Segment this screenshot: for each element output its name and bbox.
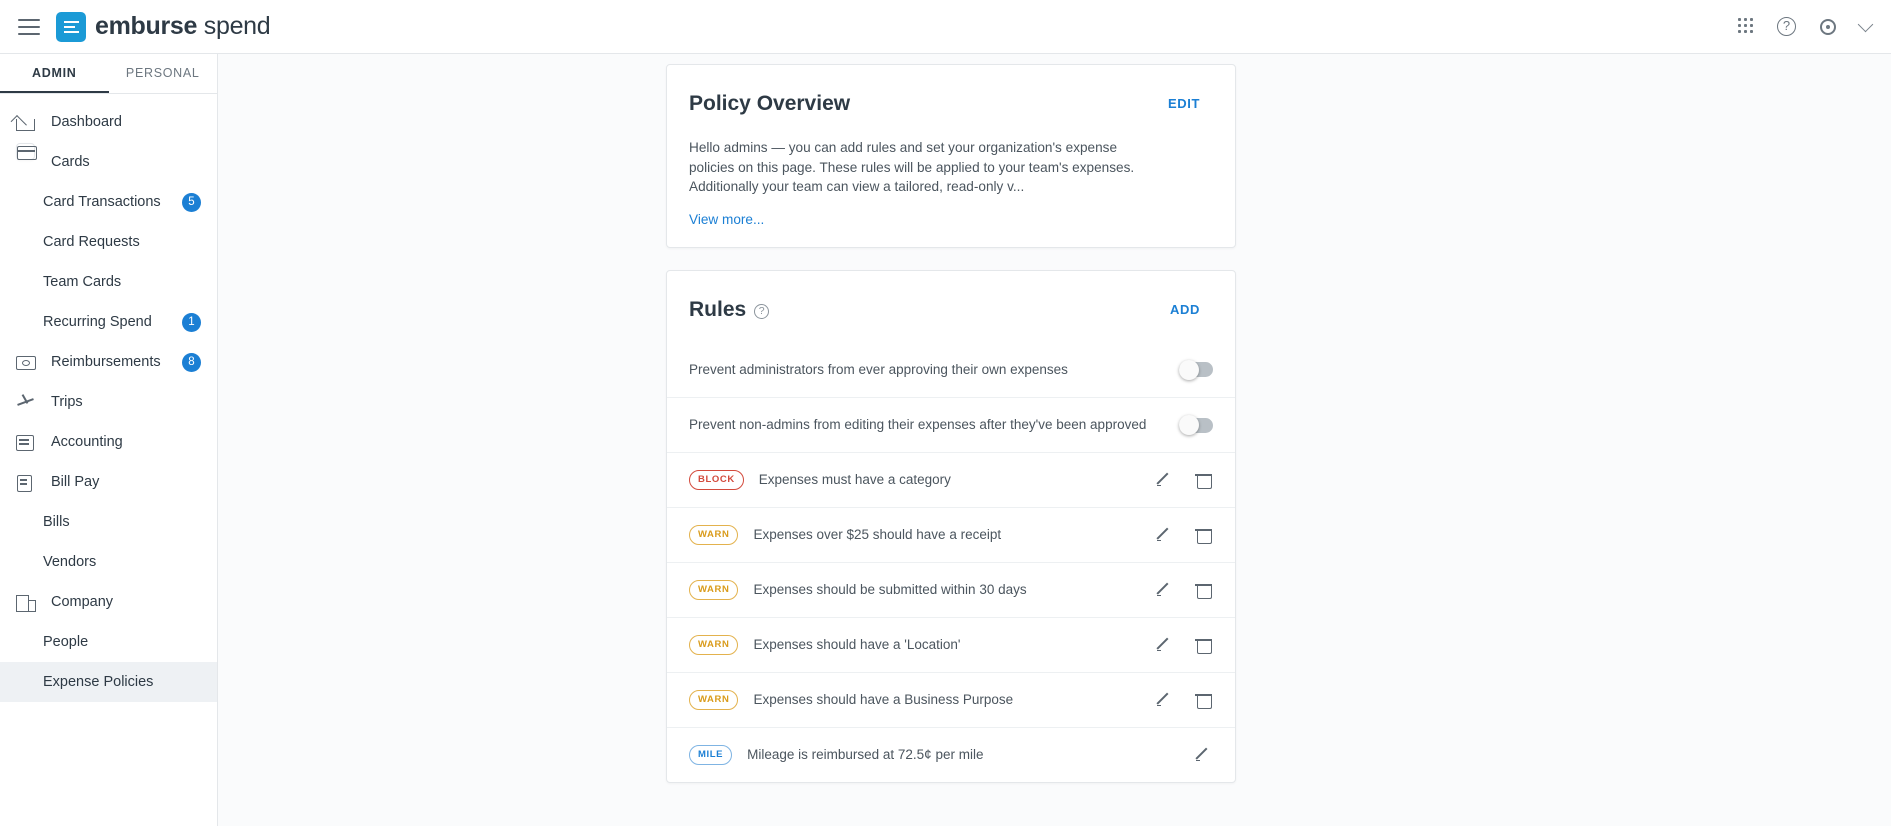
row-actions bbox=[1156, 581, 1213, 599]
sidebar-item-label: Bills bbox=[43, 514, 70, 530]
row-actions bbox=[1195, 746, 1213, 764]
sidebar-item-trips[interactable] bbox=[0, 382, 217, 422]
rule-label: Mileage is reimbursed at 72.5¢ per mile bbox=[747, 747, 984, 762]
sidebar-item-expense-policies[interactable] bbox=[0, 662, 217, 702]
top-bar bbox=[0, 0, 1891, 54]
sidebar-item-dashboard[interactable] bbox=[0, 102, 217, 142]
sidebar-badge-recurring-spend: 1 bbox=[182, 313, 201, 332]
sidebar-item-people[interactable] bbox=[0, 622, 217, 662]
sidebar-item-label: Dashboard bbox=[51, 114, 122, 130]
brand-logo[interactable] bbox=[56, 12, 270, 42]
hamburger-icon[interactable] bbox=[18, 19, 40, 35]
hamburger-line bbox=[18, 19, 40, 21]
status-badge: WARN bbox=[689, 690, 738, 710]
apps-grid-icon[interactable] bbox=[1738, 18, 1755, 35]
table-row bbox=[667, 562, 1235, 617]
toggle-prevent-edit-after-approval[interactable] bbox=[1179, 418, 1213, 433]
delete-trash-icon[interactable] bbox=[1195, 526, 1213, 544]
delete-trash-icon[interactable] bbox=[1195, 471, 1213, 489]
hamburger-line bbox=[18, 33, 40, 35]
sidebar-badge-reimbursements: 8 bbox=[182, 353, 201, 372]
rules-card bbox=[666, 270, 1236, 783]
sidebar-item-label: Bill Pay bbox=[51, 474, 100, 490]
tab-personal[interactable]: PERSONAL bbox=[125, 66, 200, 80]
delete-trash-icon[interactable] bbox=[1195, 691, 1213, 709]
sidebar-item-label: Vendors bbox=[43, 554, 97, 570]
sidebar-item-recurring-spend[interactable] bbox=[0, 302, 217, 342]
status-badge: BLOCK bbox=[689, 470, 744, 490]
top-bar-actions bbox=[1738, 17, 1891, 37]
rule-label: Expenses must have a category bbox=[758, 472, 951, 487]
gear-icon[interactable] bbox=[1818, 17, 1838, 37]
brand-name-bold: emburse bbox=[95, 12, 198, 40]
accounting-icon bbox=[16, 434, 38, 451]
sidebar bbox=[0, 54, 218, 826]
policy-overview-text: Hello admins — you can add rules and set your organization's expense policies on this page. These rules will be applied to your team's expenses. Additionally your team can view a tailored, read-only v... bbox=[689, 140, 1135, 195]
rules-header bbox=[667, 271, 1235, 326]
row-actions bbox=[1156, 691, 1213, 709]
table-row bbox=[667, 672, 1235, 727]
sidebar-item-label: Reimbursements bbox=[51, 354, 161, 370]
rule-label: Expenses should have a 'Location' bbox=[753, 637, 961, 652]
edit-pencil-icon[interactable] bbox=[1156, 636, 1174, 654]
sidebar-item-label: Team Cards bbox=[43, 274, 122, 290]
sidebar-item-label: Cards bbox=[51, 154, 90, 170]
edit-pencil-icon[interactable] bbox=[1156, 691, 1174, 709]
edit-pencil-icon[interactable] bbox=[1156, 471, 1174, 489]
home-icon bbox=[16, 114, 38, 131]
sidebar-item-company[interactable] bbox=[0, 582, 217, 622]
rule-label: Expenses should be submitted within 30 days bbox=[753, 582, 1027, 597]
table-row bbox=[667, 452, 1235, 507]
delete-trash-icon[interactable] bbox=[1195, 636, 1213, 654]
row-actions bbox=[1156, 526, 1213, 544]
help-glyph: ? bbox=[1777, 17, 1796, 36]
policy-overview-header bbox=[667, 65, 1235, 120]
delete-trash-icon[interactable] bbox=[1195, 581, 1213, 599]
rule-label: Expenses over $25 should have a receipt bbox=[753, 527, 1002, 542]
row-actions bbox=[1156, 636, 1213, 654]
status-badge: WARN bbox=[689, 635, 738, 655]
sidebar-item-label: Card Requests bbox=[43, 234, 140, 250]
toggle-wrapper bbox=[1179, 362, 1213, 377]
status-badge: MILE bbox=[689, 745, 732, 765]
sidebar-item-label: Recurring Spend bbox=[43, 314, 152, 330]
edit-pencil-icon[interactable] bbox=[1156, 581, 1174, 599]
sidebar-item-cards[interactable] bbox=[0, 142, 217, 182]
table-row bbox=[667, 617, 1235, 672]
sidebar-item-team-cards[interactable] bbox=[0, 262, 217, 302]
edit-button[interactable]: EDIT bbox=[1155, 87, 1213, 120]
page-title: Policy Overview bbox=[689, 91, 851, 115]
sidebar-item-label: People bbox=[43, 634, 89, 650]
sidebar-item-label: Expense Policies bbox=[43, 674, 154, 690]
emburse-mark-icon bbox=[56, 12, 86, 42]
plane-icon bbox=[16, 394, 38, 411]
sidebar-item-card-transactions[interactable] bbox=[0, 182, 217, 222]
card-icon bbox=[16, 143, 38, 182]
sidebar-item-label: Trips bbox=[51, 394, 83, 410]
policy-overview-card bbox=[666, 64, 1236, 248]
hamburger-line bbox=[18, 26, 40, 28]
help-circle-icon[interactable] bbox=[1777, 17, 1796, 36]
brand-wordmark bbox=[95, 12, 270, 41]
add-rule-button[interactable]: ADD bbox=[1157, 293, 1213, 326]
sidebar-item-vendors[interactable] bbox=[0, 542, 217, 582]
toggle-wrapper bbox=[1179, 418, 1213, 433]
table-row bbox=[667, 507, 1235, 562]
sidebar-item-label: Card Transactions bbox=[43, 194, 161, 210]
tab-admin[interactable]: ADMIN bbox=[0, 54, 109, 93]
sidebar-item-card-requests[interactable] bbox=[0, 222, 217, 262]
rules-list bbox=[667, 342, 1235, 782]
sidebar-tabs bbox=[0, 54, 217, 94]
sidebar-item-reimbursements[interactable] bbox=[0, 342, 217, 382]
sidebar-item-bill-pay[interactable] bbox=[0, 462, 217, 502]
sidebar-badge-card-transactions: 5 bbox=[182, 193, 201, 212]
view-more-link[interactable]: View more... bbox=[689, 212, 765, 228]
main-content bbox=[218, 54, 1891, 826]
content-column bbox=[666, 64, 1236, 805]
rules-title: Rules bbox=[689, 297, 747, 321]
company-icon bbox=[16, 594, 38, 611]
brand-name-light: spend bbox=[197, 12, 271, 40]
status-badge: WARN bbox=[689, 525, 738, 545]
sidebar-item-label: Accounting bbox=[51, 434, 123, 450]
edit-pencil-icon[interactable] bbox=[1156, 526, 1174, 544]
sidebar-item-label: Company bbox=[51, 594, 114, 610]
rule-label: Prevent non-admins from editing their expenses after they've been approved bbox=[689, 417, 1147, 432]
toggle-prevent-admin-self-approval[interactable] bbox=[1179, 362, 1213, 377]
rule-toggle-row bbox=[667, 397, 1235, 452]
status-badge: WARN bbox=[689, 580, 738, 600]
rule-label: Expenses should have a Business Purpose bbox=[753, 692, 1014, 707]
rules-help-icon[interactable]: ? bbox=[754, 304, 769, 319]
row-actions bbox=[1156, 471, 1213, 489]
rule-label: Prevent administrators from ever approving their own expenses bbox=[689, 361, 1068, 377]
edit-pencil-icon[interactable] bbox=[1195, 746, 1213, 764]
sidebar-item-bills[interactable] bbox=[0, 502, 217, 542]
account-chevron-down-icon[interactable] bbox=[1860, 19, 1871, 34]
sidebar-nav bbox=[0, 94, 217, 702]
sidebar-item-accounting[interactable] bbox=[0, 422, 217, 462]
reimbursement-icon bbox=[16, 354, 38, 371]
bill-pay-icon bbox=[16, 474, 38, 491]
table-row bbox=[667, 727, 1235, 782]
rule-toggle-row bbox=[667, 342, 1235, 397]
